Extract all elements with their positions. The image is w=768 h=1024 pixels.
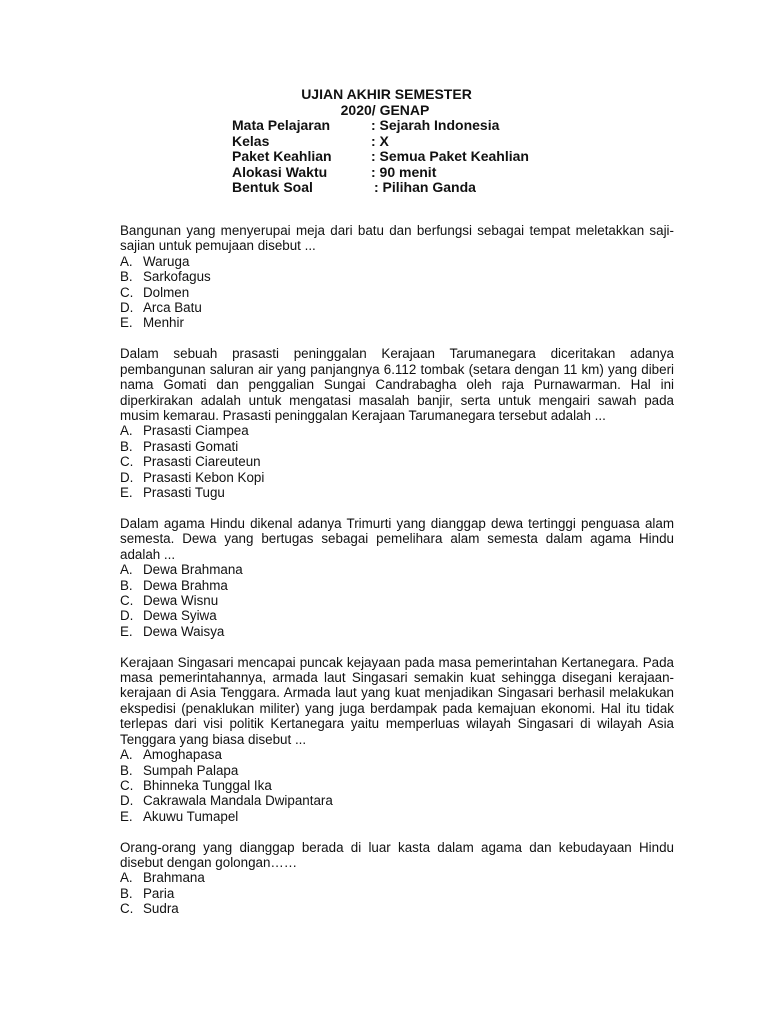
option-letter: D. xyxy=(120,300,134,316)
option-c xyxy=(120,901,674,916)
option-text: Dewa Brahma xyxy=(143,577,228,593)
meta-label: Alokasi Waktu xyxy=(232,163,328,180)
question-3 xyxy=(120,516,674,639)
option-d xyxy=(120,608,674,623)
meta-row-subject xyxy=(232,118,768,134)
meta-label: Bentuk Soal xyxy=(232,179,313,195)
option-b xyxy=(120,269,674,284)
option-e xyxy=(120,624,674,639)
option-text: Dolmen xyxy=(143,284,190,300)
option-letter: C. xyxy=(120,284,134,300)
option-letter: A. xyxy=(120,747,133,763)
option-letter: E. xyxy=(120,623,133,639)
question-list xyxy=(120,223,674,932)
option-b xyxy=(120,763,674,778)
option-text: Cakrawala Mandala Dwipantara xyxy=(143,793,333,809)
option-d xyxy=(120,470,674,485)
question-1 xyxy=(120,223,674,331)
option-d xyxy=(120,793,674,808)
option-letter: C. xyxy=(120,454,134,470)
meta-label: Mata Pelajaran xyxy=(232,117,331,133)
option-text: Menhir xyxy=(143,315,184,331)
meta-value: : Pilihan Ganda xyxy=(374,179,476,195)
option-text: Paria xyxy=(143,885,175,901)
meta-label: Paket Keahlian xyxy=(232,148,332,164)
option-text: Dewa Waisya xyxy=(143,623,225,639)
option-text: Sumpah Palapa xyxy=(143,762,239,778)
option-letter: C. xyxy=(120,592,134,608)
option-text: Arca Batu xyxy=(143,300,202,316)
option-a xyxy=(120,747,674,762)
question-2 xyxy=(120,346,674,500)
question-text: Bangunan yang menyerupai meja dari batu dan berfungsi sebagai tempat meletakkan saji-sajian untuk pemujaan disebut ... xyxy=(120,223,674,254)
meta-row-type xyxy=(232,180,768,196)
option-letter: C. xyxy=(120,777,134,793)
exam-header xyxy=(0,87,768,196)
option-letter: D. xyxy=(120,469,134,485)
option-list xyxy=(120,747,674,824)
option-e xyxy=(120,315,674,330)
option-text: Waruga xyxy=(143,253,190,269)
option-letter: A. xyxy=(120,423,133,439)
exam-period: 2020/ GENAP xyxy=(340,101,430,118)
option-text: Brahmana xyxy=(143,870,205,886)
option-text: Akuwu Tumapel xyxy=(143,808,239,824)
option-letter: A. xyxy=(120,870,133,886)
option-letter: E. xyxy=(120,808,133,824)
meta-value: : Sejarah Indonesia xyxy=(371,117,500,133)
option-text: Sudra xyxy=(143,901,179,917)
option-e xyxy=(120,809,674,824)
option-a xyxy=(120,870,674,885)
option-letter: E. xyxy=(120,485,133,500)
option-text: Dewa Brahmana xyxy=(143,562,243,578)
option-a xyxy=(120,423,674,438)
option-letter: A. xyxy=(120,253,133,269)
option-list xyxy=(120,870,674,916)
option-letter: D. xyxy=(120,793,134,809)
option-text: Prasasti Ciareuteun xyxy=(143,454,261,470)
option-c xyxy=(120,593,674,608)
meta-row-package xyxy=(232,149,768,165)
option-letter: B. xyxy=(120,438,133,454)
option-letter: A. xyxy=(120,562,133,578)
meta-value: : 90 menit xyxy=(371,163,437,180)
option-letter: B. xyxy=(120,269,133,285)
option-c xyxy=(120,285,674,300)
option-list xyxy=(120,423,674,500)
option-list xyxy=(120,254,674,331)
option-a xyxy=(120,254,674,269)
meta-value: : Semua Paket Keahlian xyxy=(371,148,529,164)
option-text: Bhinneka Tunggal Ika xyxy=(143,777,272,793)
option-text: Dewa Wisnu xyxy=(143,592,219,608)
option-b xyxy=(120,886,674,901)
option-letter: E. xyxy=(120,315,133,331)
option-a xyxy=(120,562,674,577)
option-text: Prasasti Ciampea xyxy=(143,423,249,439)
meta-value: : X xyxy=(371,132,389,149)
question-text: Dalam agama Hindu dikenal adanya Trimurti yang dianggap dewa tertinggi penguasa alam semesta. Dewa yang bertugas sebagai pemelihara alam semesta dalam agama Hindu adalah ... xyxy=(120,515,674,562)
option-list xyxy=(120,562,674,639)
option-d xyxy=(120,300,674,315)
option-text: Dewa Syiwa xyxy=(143,608,217,624)
option-letter: D. xyxy=(120,608,134,624)
option-letter: C. xyxy=(120,901,134,917)
option-b xyxy=(120,578,674,593)
option-text: Amoghapasa xyxy=(143,747,222,763)
option-text: Prasasti Gomati xyxy=(143,438,239,454)
question-5 xyxy=(120,840,674,917)
option-letter: B. xyxy=(120,577,133,593)
exam-title: UJIAN AKHIR SEMESTER xyxy=(301,86,472,102)
question-text: Kerajaan Singasari mencapai puncak kejayaan pada masa pemerintahan Kertanegara. Pada masa pemerintahannya, armada laut Singasari semakin kuat sehingga disegani kerajaan-kerajaan di Asia Tenggara. Armada laut yang kuat menjadikan Singasari berhasil melakukan ekspedisi (penaklukan militer) yang juga berdampak pada kemajuan ekonomi. Hal itu tidak terlepas dari visi politik Kertanegara yaitu memperluas wilayah Singasari di wilayah Asia Tenggara yang biasa disebut ... xyxy=(120,654,674,747)
meta-row-class xyxy=(232,134,768,150)
option-text: Prasasti Tugu xyxy=(143,485,225,500)
question-text: Dalam sebuah prasasti peninggalan Kerajaan Tarumanegara diceritakan adanya pembangunan saluran air yang panjangnya 6.112 tombak (setara dengan 11 km) yang diberi nama Gomati dan penggalian Sungai Candrabagha oleh raja Purnawarman. Hal ini diperkirakan adalah untuk mengatasi masalah banjir, serta untuk mengairi sawah pada musim kemarau. Prasasti peninggalan Kerajaan Tarumanegara tersebut adalah ... xyxy=(120,346,674,423)
option-e xyxy=(120,485,674,500)
option-letter: B. xyxy=(120,762,133,778)
exam-meta xyxy=(232,118,768,196)
question-4 xyxy=(120,655,674,824)
option-c xyxy=(120,778,674,793)
meta-label: Kelas xyxy=(232,132,270,149)
option-text: Sarkofagus xyxy=(143,269,211,285)
option-c xyxy=(120,454,674,469)
meta-row-time xyxy=(232,165,768,181)
question-text: Orang-orang yang dianggap berada di luar kasta dalam agama dan kebudayaan Hindu disebut dengan golongan…… xyxy=(120,839,674,871)
option-letter: B. xyxy=(120,885,133,901)
option-b xyxy=(120,439,674,454)
option-text: Prasasti Kebon Kopi xyxy=(143,469,265,485)
